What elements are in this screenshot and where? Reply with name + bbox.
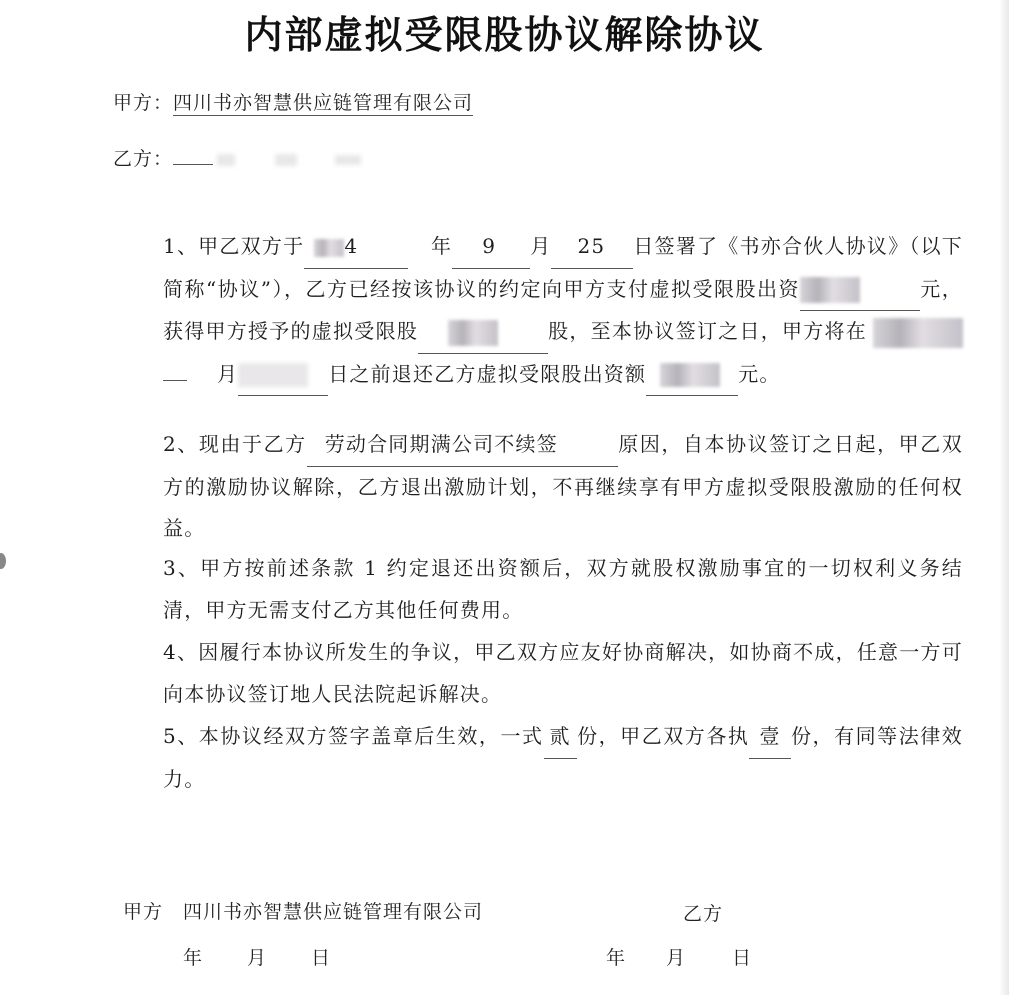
clause-1-text-d: 股，至本协议签订之日，甲方将在 <box>548 319 868 343</box>
return-month-field <box>163 380 187 381</box>
shares-field <box>418 311 548 354</box>
copies-total-field: 贰 <box>544 716 577 759</box>
page-edge-shadow <box>999 0 1009 995</box>
clause-2 <box>111 424 963 550</box>
clause-1-text-a: 1、甲乙双方于 <box>163 234 305 258</box>
copies-each-field: 壹 <box>749 716 790 759</box>
clause-5-text-c: 份，有同等法律效力。 <box>163 724 963 791</box>
redaction-mark <box>238 363 308 387</box>
party-b-label: 乙方： <box>113 148 174 170</box>
month-field <box>452 226 530 269</box>
scroll-marker-dot <box>0 553 6 569</box>
signature-party-a <box>123 897 483 924</box>
clause-3: 3、甲方按前述条款 1 约定退还出资额后，双方就股权激励事宜的一切权利义务结清，甲方无需支付乙方其他任何费用。 <box>163 556 963 622</box>
redaction-mark <box>275 154 297 166</box>
redaction-mark <box>873 318 963 348</box>
signature-party-a-name: 四川书亦智慧供应链管理有限公司 <box>183 901 484 923</box>
signature-party-b <box>683 899 723 926</box>
date-b-year: 年 <box>606 947 627 969</box>
amount-field <box>800 269 920 312</box>
month-value: 9 <box>482 234 497 258</box>
clause-5-text-a: 5、本协议经双方签字盖章后生效， <box>163 724 501 748</box>
signature-date-a <box>183 943 331 970</box>
party-b-line <box>113 144 361 171</box>
signature-party-a-label: 甲方 <box>123 901 164 923</box>
party-a-label: 甲方： <box>113 92 174 114</box>
clause-1-text-g: 元。 <box>738 361 781 386</box>
clause-1-text-e: 月 <box>217 361 239 386</box>
clause-1-text-b: 日签署了《书亦合伙人协议》（以下简称“协议”），乙方已经按该协议的约定向甲方支付虚拟受限股出资 <box>163 234 963 301</box>
date-a-year: 年 <box>183 947 204 969</box>
date-a-month: 月 <box>247 947 268 969</box>
date-b-month: 月 <box>666 947 687 969</box>
year-field <box>304 226 408 269</box>
refund-amount-field <box>646 354 738 397</box>
redaction-mark <box>217 154 235 166</box>
redaction-mark <box>448 320 498 346</box>
party-b-name-redacted <box>173 150 213 165</box>
day-field <box>551 226 633 269</box>
date-b-day: 日 <box>732 947 753 969</box>
day-value: 25 <box>577 234 606 258</box>
signature-date-b <box>606 943 752 970</box>
party-a-line <box>113 88 473 116</box>
clause-1 <box>111 226 963 396</box>
clause-1-text-c: 元，获得甲方授予的虚拟受限股 <box>163 276 963 343</box>
party-a-name: 四川书亦智慧供应链管理有限公司 <box>173 88 473 116</box>
redaction-mark <box>660 363 720 387</box>
date-a-day: 日 <box>311 947 332 969</box>
clause-5-text-b: 份，甲乙双方各执 <box>576 724 750 748</box>
year-label: 年 <box>431 234 453 258</box>
clause-2-text-a: 2、现由于乙方 <box>163 432 307 456</box>
return-day-field <box>238 354 328 397</box>
copies-total-label: 一式 <box>500 724 544 748</box>
termination-reason: 劳动合同期满公司不续签 <box>307 424 618 467</box>
year-digit: 4 <box>344 234 359 258</box>
signature-party-b-label: 乙方 <box>683 903 724 925</box>
clause-4: 4、因履行本协议所发生的争议，甲乙双方应友好协商解决，如协商不成，任意一方可向本协议签订地人民法院起诉解决。 <box>163 640 963 706</box>
clause-2-text-b: 原因，自本协议签订之日起，甲乙双方的激励协议解除，乙方退出激励计划，不再继续享有甲方虚拟受限股激励的任何权益。 <box>163 432 963 540</box>
clause-5 <box>111 716 963 800</box>
redaction-mark <box>314 239 344 257</box>
clause-1-text-f: 日之前退还乙方虚拟受限股出资额 <box>328 361 647 386</box>
redaction-mark <box>335 155 361 165</box>
redaction-mark <box>800 277 860 303</box>
month-label: 月 <box>530 234 552 258</box>
document-title: 内部虚拟受限股协议解除协议 <box>244 13 765 57</box>
